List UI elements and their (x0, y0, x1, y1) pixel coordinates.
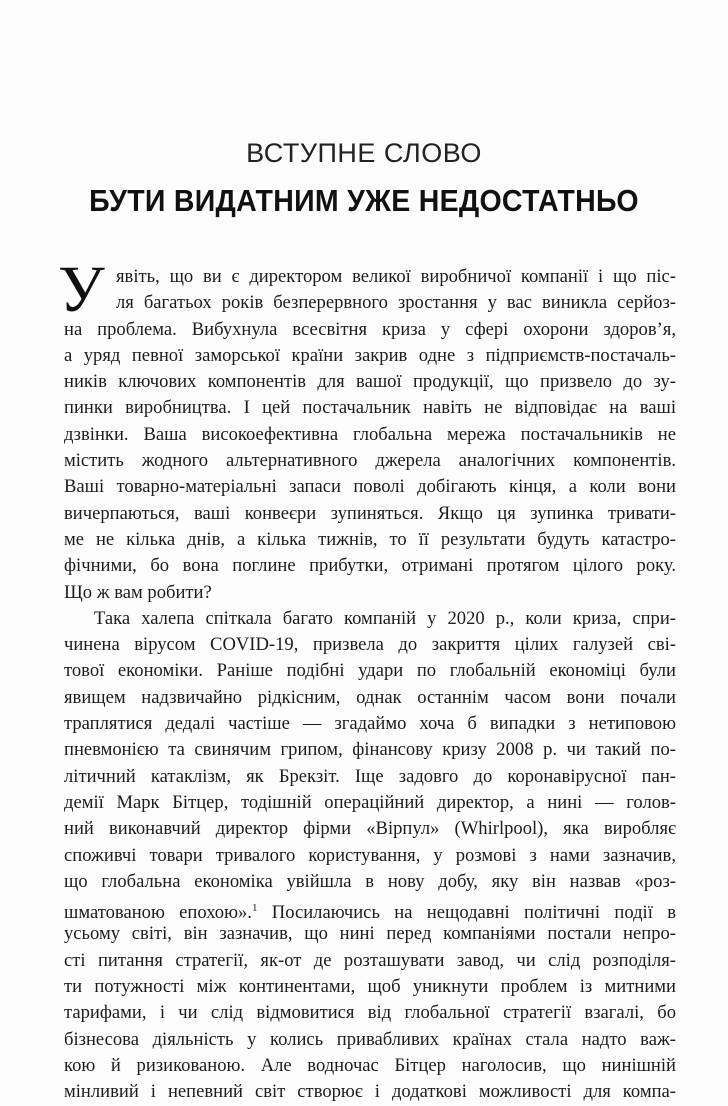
text-line: ме не кілька днів, а кілька тижнів, то її результати будуть катастро- (64, 528, 676, 550)
text-line: явіть, що ви є директором великої виробничої компанії і що піс- (116, 266, 676, 287)
text-line: Ваші товарно-матеріальні запаси поволі добігають кінця, а коли вони (64, 476, 676, 498)
text-line: мінливий і непевний світ створює і додаткові можливості для компа- (64, 1081, 676, 1103)
text-line: на проблема. Вибухнула всесвітня криза у сфері охорони здоров’я, (64, 318, 676, 340)
text-line: сті питання стратегії, як-от де розташувати завод, чи слід розподіля- (64, 949, 676, 971)
text-line: що глобальна економіка увійшла в нову добу, яку він назвав «роз- (64, 870, 676, 892)
chapter-kicker: ВСТУПНЕ СЛОВО (246, 138, 482, 168)
text-line: споживчі товари тривалого користування, у розмові з нами зазначив, (64, 844, 676, 866)
text-line-with-footnote (64, 895, 676, 924)
text-line: явищем надзвичайно рідкісним, однак останнім часом вони почали (64, 686, 676, 708)
text-line: ти потужності між континентами, щоб уникнути проблем із митними (64, 976, 676, 998)
text-line: Що ж вам робити? (64, 581, 212, 603)
text-line: бізнесова діяльність у колись привабливих країнах стала надто важ- (64, 1028, 676, 1050)
text-line: вичерпаються, ваші конвеєри зупиняться. Якщо ця зупинка тривати- (64, 502, 676, 524)
text-line: усьому світі, він зазначив, що нині перед компаніями постали непро- (64, 923, 676, 945)
text-segment: Посилаючись на нещодавні політичні події в (257, 902, 676, 924)
body-text (58, 253, 676, 1106)
chapter-title: БУТИ ВИДАТНИМ УЖЕ НЕДОСТАТНЬО (89, 183, 639, 218)
text-segment: шматованою епохою». (64, 902, 252, 924)
text-line: дзвінки. Ваша високоефективна глобальна мережа постачальників не (64, 423, 676, 445)
text-line: літичний катаклізм, як Брекзіт. Іще задовго до коронавірусної пан- (64, 765, 676, 787)
text-line: ників ключових компонентів для вашої продукції, що призвело до зу- (64, 371, 676, 393)
text-line: фічними, бо вона поглине прибутки, отримані протягом цілого року. (64, 555, 676, 577)
text-line: ля багатьох років безперервного зростання у вас виникла серйоз- (116, 292, 676, 314)
text-line: тової економіки. Раніше подібні удари по глобальній економіці були (64, 660, 676, 682)
text-line: Така халепа спіткала багато компаній у 2020 р., коли криза, спри- (94, 607, 676, 629)
text-line: містить жодного альтернативного джерела аналогічних компонентів. (64, 450, 676, 472)
text-line: пневмонією та свинячим грипом, фінансову кризу 2008 р. чи такий по- (64, 739, 676, 761)
text-line: а уряд певної заморської країни закрив одне з підприємств-постачаль- (64, 344, 676, 366)
text-line: демії Марк Бітцер, тодішній операційний директор, а нині — голов- (64, 791, 676, 813)
text-line: ний виконавчий директор фірми «Вірпул» (Whirlpool), яка виробляє (64, 818, 676, 840)
text-line: кою й ризикованою. Але водночас Бітцер наголосив, що нинішній (64, 1054, 676, 1076)
text-line: тарифами, і чи слід відмовитися від глобальної стратегії взагалі, бо (64, 1002, 676, 1024)
text-line: пинки виробництва. І цей постачальник навіть не відповідає на ваші (64, 397, 676, 419)
drop-cap: У (58, 253, 105, 326)
text-line: траплятися дедалі частіше — згадаймо хоча б випадки з нетиповою (64, 713, 676, 735)
text-line: чинена вірусом COVID-19, призвела до закриття цілих галузей сві- (64, 634, 676, 656)
footnote-marker[interactable]: 1 (251, 902, 258, 915)
